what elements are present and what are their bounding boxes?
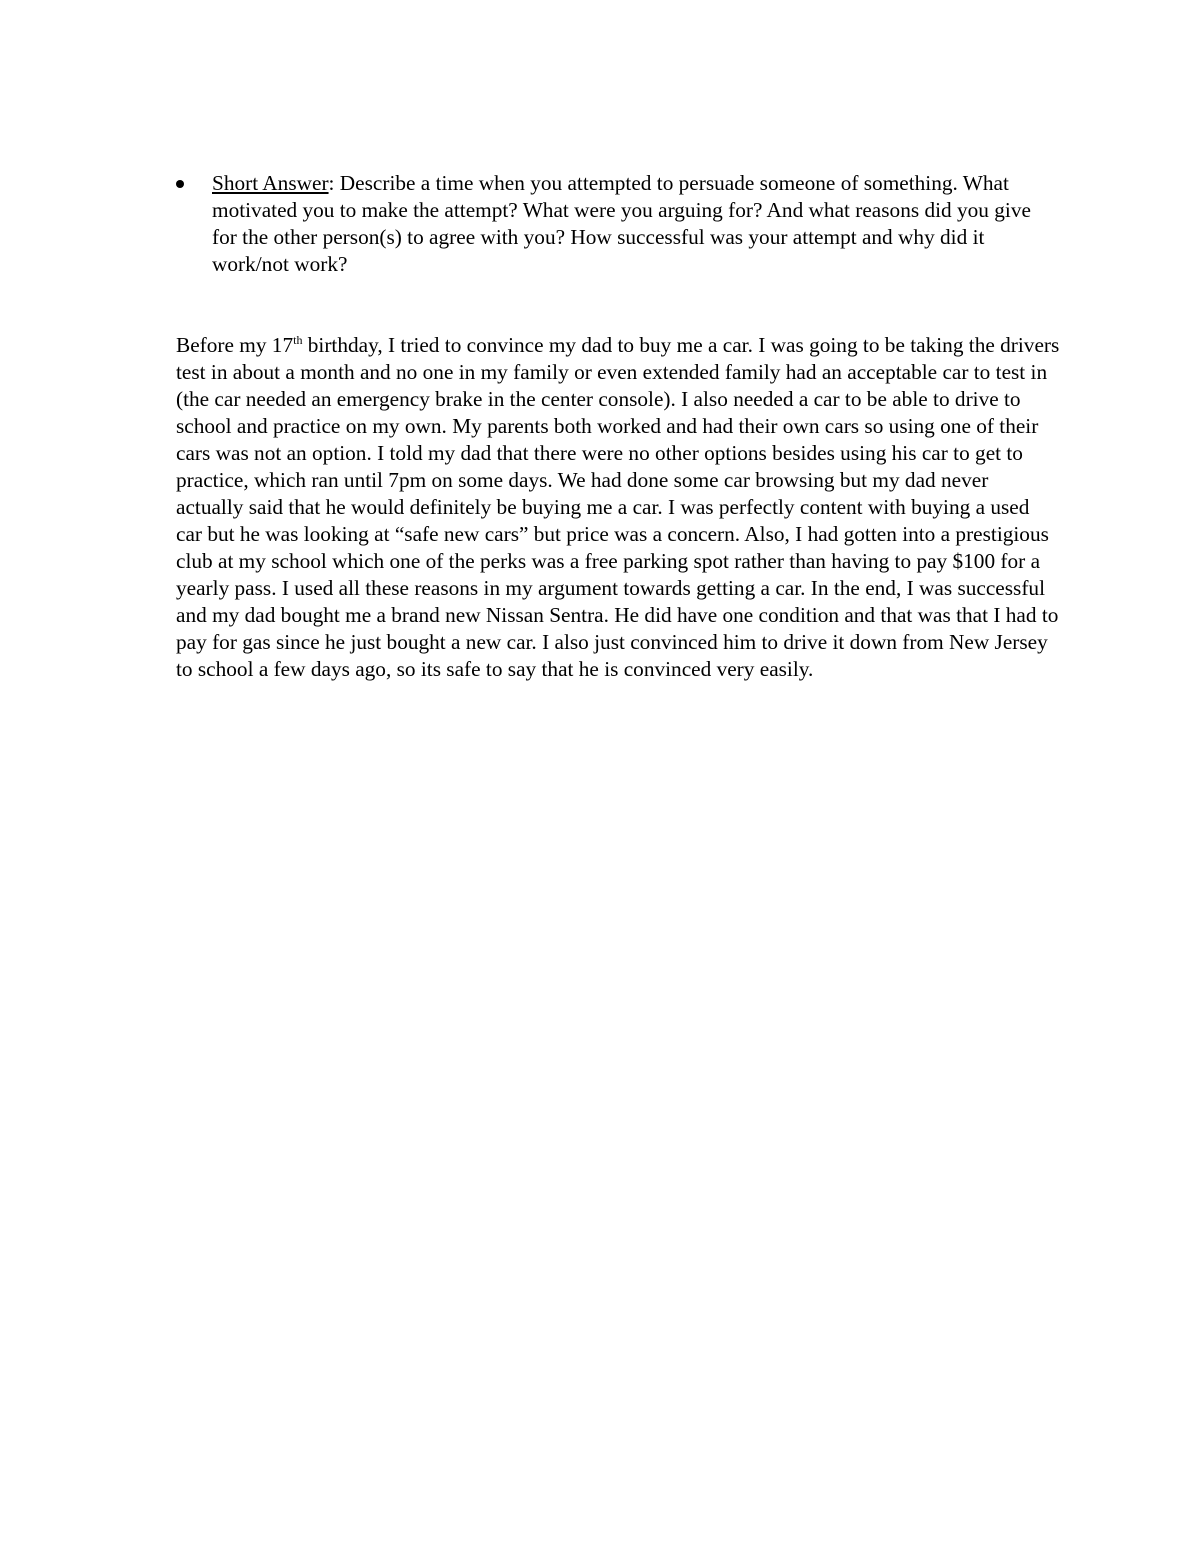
prompt-label: Short Answer xyxy=(212,171,329,195)
prompt-text: Describe a time when you attempted to persuade someone of something. What motivated you to make the attempt? What were you arguing for? And what reasons did you give for the other person(s) to agree with you? How successful was your attempt and why did it work/not work? xyxy=(212,171,1031,276)
prompt-label-suffix: : xyxy=(328,171,335,195)
answer-text-rest: birthday, I tried to convince my dad to buy me a car. I was going to be taking the drivers test in about a month and no one in my family or even extended family had an acceptable car to test in (the car needed an emergency brake in the center console). I also needed a car to be able to drive to school and practice on my own. My parents both worked and had their own cars so using one of their cars was not an option. I told my dad that there were no other options besides using his car to get to practice, which ran until 7pm on some days. We had done some car browsing but my dad never actually said that he would definitely be buying me a car. I was perfectly content with buying a used car but he was looking at “safe new cars” but price was a concern. Also, I had gotten into a prestigious club at my school which one of the perks was a free parking spot rather than having to pay $100 for a yearly pass. I used all these reasons in my argument towards getting a car. In the end, I was successful and my dad bought me a brand new Nissan Sentra. He did have one condition and that was that I had to pay for gas since he just bought a new car. I also just convinced him to drive it down from New Jersey to school a few days ago, so its safe to say that he is convinced very easily. xyxy=(176,333,1060,681)
answer-text-start: Before my 17 xyxy=(176,333,294,357)
bullet-icon xyxy=(176,180,184,188)
prompt-item xyxy=(176,170,1056,278)
ordinal-suffix: th xyxy=(293,332,303,347)
prompt-list xyxy=(176,170,1056,278)
answer-paragraph xyxy=(176,332,1060,683)
